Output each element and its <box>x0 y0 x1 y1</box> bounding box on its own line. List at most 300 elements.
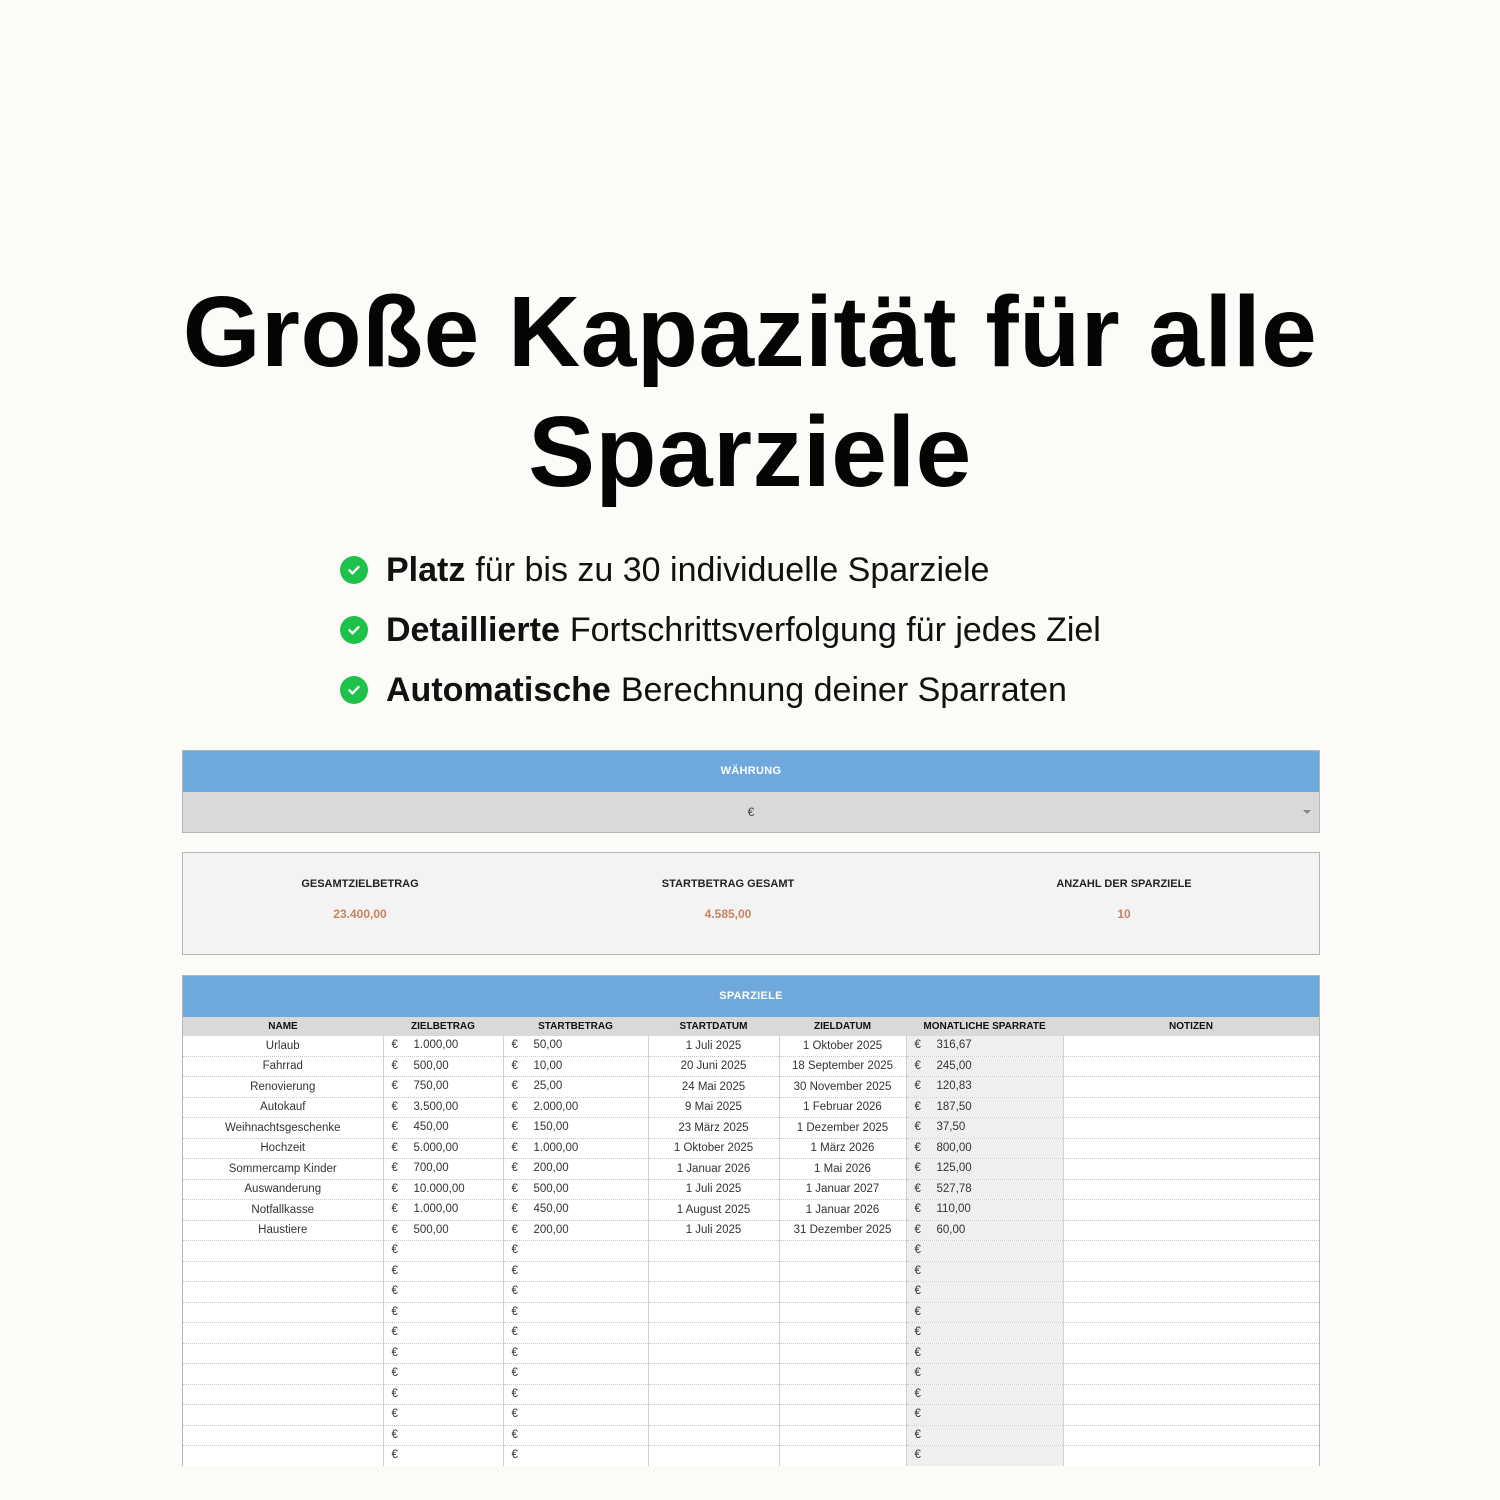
currency-symbol: € <box>511 1449 518 1461</box>
page-title <box>0 272 1500 512</box>
money-cell[interactable] <box>383 1138 503 1159</box>
start-date[interactable] <box>648 1446 779 1467</box>
currency-symbol: € <box>391 1162 398 1174</box>
money-cell[interactable] <box>503 1241 648 1262</box>
currency-symbol: € <box>914 1100 921 1113</box>
goal-name[interactable] <box>183 1323 383 1344</box>
amount: 3.500,00 <box>413 1100 459 1113</box>
notes-cell[interactable] <box>1063 1384 1319 1405</box>
start-date[interactable] <box>648 1302 779 1323</box>
amount: 1.000,00 <box>533 1141 579 1154</box>
money-cell[interactable] <box>383 1056 503 1077</box>
currency-symbol: € <box>914 1162 921 1174</box>
check-circle-icon <box>340 556 368 584</box>
money-cell[interactable] <box>503 1220 648 1241</box>
currency-symbol: € <box>391 1121 398 1133</box>
money-cell[interactable] <box>503 1343 648 1364</box>
target-date[interactable] <box>779 1282 906 1303</box>
goal-name[interactable] <box>183 1384 383 1405</box>
amount: 110,00 <box>936 1203 971 1215</box>
feature-item <box>340 600 1240 660</box>
target-date[interactable] <box>779 1425 906 1446</box>
summary-value: 4.585,00 <box>704 907 752 921</box>
summary-total-target <box>210 853 510 921</box>
start-date[interactable] <box>648 1282 779 1303</box>
goal-name[interactable] <box>183 1405 383 1426</box>
table-row-empty <box>183 1425 1319 1446</box>
currency-symbol: € <box>914 1428 921 1441</box>
notes-cell[interactable] <box>1063 1179 1319 1200</box>
table-row <box>183 1077 1319 1098</box>
money-cell[interactable] <box>503 1118 648 1139</box>
notes-cell[interactable] <box>1063 1056 1319 1077</box>
amount: 50,00 <box>533 1039 563 1051</box>
notes-cell[interactable] <box>1063 1077 1319 1098</box>
currency-symbol: € <box>914 1367 921 1379</box>
currency-symbol: € <box>914 1285 921 1297</box>
amount: 25,00 <box>533 1080 563 1092</box>
feature-text: Berechnung deiner Sparraten <box>620 670 1067 709</box>
money-cell[interactable] <box>383 1384 503 1405</box>
currency-symbol: € <box>511 1141 518 1154</box>
currency-symbol: € <box>511 1387 518 1400</box>
currency-symbol: € <box>914 1039 921 1051</box>
money-cell[interactable] <box>906 1343 1063 1364</box>
start-date[interactable]: 23 März 2025 <box>648 1118 779 1139</box>
table-row <box>183 1118 1319 1139</box>
money-cell[interactable] <box>503 1159 648 1180</box>
notes-cell[interactable] <box>1063 1138 1319 1159</box>
goals-header: SPARZIELE <box>183 976 1319 1017</box>
summary-value: 10 <box>1117 907 1131 921</box>
notes-cell[interactable] <box>1063 1302 1319 1323</box>
amount: 2.000,00 <box>533 1100 579 1113</box>
currency-select[interactable] <box>183 792 1319 832</box>
currency-symbol: € <box>914 1305 921 1318</box>
table-row-empty <box>183 1446 1319 1467</box>
goal-name[interactable] <box>183 1241 383 1262</box>
start-date[interactable]: 1 Juli 2025 <box>648 1179 779 1200</box>
amount: 527,78 <box>936 1182 972 1195</box>
currency-symbol: € <box>391 1080 398 1092</box>
money-cell[interactable] <box>906 1241 1063 1262</box>
currency-symbol: € <box>511 1264 518 1277</box>
currency-symbol: € <box>914 1408 921 1420</box>
column-header: ZIELDATUM <box>779 1017 906 1036</box>
money-cell[interactable] <box>906 1056 1063 1077</box>
currency-symbol: € <box>914 1121 921 1133</box>
currency-symbol: € <box>511 1162 518 1174</box>
money-cell[interactable] <box>383 1282 503 1303</box>
currency-symbol: € <box>391 1039 398 1051</box>
money-cell[interactable] <box>383 1343 503 1364</box>
money-cell[interactable] <box>906 1282 1063 1303</box>
money-cell[interactable] <box>383 1241 503 1262</box>
amount: 316,67 <box>936 1039 972 1051</box>
table-row-empty <box>183 1241 1319 1262</box>
currency-symbol: € <box>914 1387 921 1400</box>
money-cell[interactable] <box>906 1036 1063 1056</box>
money-cell[interactable] <box>906 1179 1063 1200</box>
notes-cell[interactable] <box>1063 1405 1319 1426</box>
start-date[interactable] <box>648 1384 779 1405</box>
goal-name[interactable]: Haustiere <box>183 1220 383 1241</box>
table-row-empty <box>183 1343 1319 1364</box>
money-cell[interactable] <box>503 1425 648 1446</box>
money-cell[interactable] <box>503 1384 648 1405</box>
notes-cell[interactable] <box>1063 1323 1319 1344</box>
money-cell[interactable] <box>383 1077 503 1098</box>
target-date[interactable] <box>779 1261 906 1282</box>
currency-symbol: € <box>391 1059 398 1072</box>
currency-symbol: € <box>391 1326 398 1338</box>
check-circle-icon <box>340 616 368 644</box>
goal-name[interactable] <box>183 1446 383 1467</box>
column-header: STARTBETRAG <box>503 1017 648 1036</box>
amount: 200,00 <box>533 1223 569 1236</box>
summary-label: ANZAHL DER SPARZIELE <box>1056 878 1192 890</box>
currency-symbol: € <box>391 1100 398 1113</box>
notes-cell[interactable] <box>1063 1364 1319 1385</box>
notes-cell[interactable] <box>1063 1425 1319 1446</box>
money-cell[interactable] <box>503 1097 648 1118</box>
goal-name[interactable]: Renovierung <box>183 1077 383 1098</box>
money-cell[interactable] <box>383 1036 503 1056</box>
notes-cell[interactable] <box>1063 1118 1319 1139</box>
currency-symbol: € <box>511 1203 518 1215</box>
money-cell[interactable] <box>906 1138 1063 1159</box>
column-header: NAME <box>183 1017 383 1036</box>
target-date[interactable]: 1 Dezember 2025 <box>779 1118 906 1139</box>
table-row-empty <box>183 1261 1319 1282</box>
money-cell[interactable] <box>906 1425 1063 1446</box>
money-cell[interactable] <box>906 1405 1063 1426</box>
target-date[interactable]: 18 September 2025 <box>779 1056 906 1077</box>
currency-symbol: € <box>511 1367 518 1379</box>
currency-symbol: € <box>511 1100 518 1113</box>
currency-symbol: € <box>391 1244 398 1256</box>
feature-bold: Automatische <box>386 670 611 709</box>
goal-name[interactable] <box>183 1364 383 1385</box>
amount: 1.000,00 <box>413 1203 459 1215</box>
target-date[interactable] <box>779 1405 906 1426</box>
table-row <box>183 1036 1319 1056</box>
notes-cell[interactable] <box>1063 1446 1319 1467</box>
money-cell[interactable] <box>503 1446 648 1467</box>
target-date[interactable]: 1 Februar 2026 <box>779 1097 906 1118</box>
start-date[interactable]: 1 Januar 2026 <box>648 1159 779 1180</box>
currency-symbol: € <box>511 1346 518 1359</box>
currency-symbol: € <box>511 1182 518 1195</box>
start-date[interactable]: 1 Oktober 2025 <box>648 1138 779 1159</box>
currency-symbol: € <box>914 1223 921 1236</box>
table-row-empty <box>183 1405 1319 1426</box>
money-cell[interactable] <box>503 1261 648 1282</box>
notes-cell[interactable] <box>1063 1220 1319 1241</box>
table-row <box>183 1097 1319 1118</box>
money-cell[interactable] <box>383 1302 503 1323</box>
goal-name[interactable]: Sommercamp Kinder <box>183 1159 383 1180</box>
money-cell[interactable] <box>383 1097 503 1118</box>
goals-panel <box>182 975 1320 1466</box>
amount: 150,00 <box>533 1121 569 1133</box>
amount: 500,00 <box>413 1059 449 1072</box>
goal-name[interactable]: Hochzeit <box>183 1138 383 1159</box>
table-row <box>183 1220 1319 1241</box>
table-row <box>183 1200 1319 1221</box>
currency-panel <box>182 750 1320 833</box>
amount: 800,00 <box>936 1141 972 1154</box>
target-date[interactable]: 1 Januar 2026 <box>779 1200 906 1221</box>
goals-table <box>183 1017 1319 1466</box>
feature-list <box>340 540 1240 720</box>
currency-value: € <box>747 805 755 819</box>
amount: 37,50 <box>936 1121 966 1133</box>
check-circle-icon <box>340 676 368 704</box>
target-date[interactable] <box>779 1323 906 1344</box>
currency-header: WÄHRUNG <box>183 751 1319 792</box>
amount: 200,00 <box>533 1162 569 1174</box>
currency-symbol: € <box>511 1121 518 1133</box>
currency-symbol: € <box>914 1326 921 1338</box>
currency-symbol: € <box>391 1182 398 1195</box>
start-date[interactable] <box>648 1405 779 1426</box>
money-cell[interactable] <box>503 1138 648 1159</box>
money-cell[interactable] <box>906 1118 1063 1139</box>
start-date[interactable] <box>648 1241 779 1262</box>
amount: 187,50 <box>936 1100 972 1113</box>
currency-symbol: € <box>391 1285 398 1297</box>
target-date[interactable]: 1 Januar 2027 <box>779 1179 906 1200</box>
start-date[interactable] <box>648 1364 779 1385</box>
start-date[interactable] <box>648 1323 779 1344</box>
money-cell[interactable] <box>383 1179 503 1200</box>
money-cell[interactable] <box>383 1159 503 1180</box>
money-cell[interactable] <box>383 1446 503 1467</box>
table-row-empty <box>183 1384 1319 1405</box>
money-cell[interactable] <box>383 1261 503 1282</box>
currency-symbol: € <box>391 1305 398 1318</box>
start-date[interactable] <box>648 1343 779 1364</box>
goal-name[interactable] <box>183 1343 383 1364</box>
target-date[interactable]: 1 März 2026 <box>779 1138 906 1159</box>
notes-cell[interactable] <box>1063 1097 1319 1118</box>
target-date[interactable]: 1 Oktober 2025 <box>779 1036 906 1056</box>
start-date[interactable] <box>648 1425 779 1446</box>
feature-item <box>340 540 1240 600</box>
money-cell[interactable] <box>503 1282 648 1303</box>
start-date[interactable]: 20 Juni 2025 <box>648 1056 779 1077</box>
dropdown-caret-icon[interactable] <box>1303 810 1311 814</box>
currency-symbol: € <box>914 1264 921 1277</box>
currency-symbol: € <box>391 1223 398 1236</box>
amount: 750,00 <box>413 1080 449 1092</box>
goal-name[interactable]: Urlaub <box>183 1036 383 1056</box>
money-cell[interactable] <box>906 1200 1063 1221</box>
currency-symbol: € <box>914 1080 921 1092</box>
goal-name[interactable]: Weihnachtsgeschenke <box>183 1118 383 1139</box>
currency-symbol: € <box>391 1346 398 1359</box>
target-date[interactable] <box>779 1364 906 1385</box>
summary-goal-count <box>974 853 1274 921</box>
money-cell[interactable] <box>383 1118 503 1139</box>
money-cell[interactable] <box>383 1323 503 1344</box>
money-cell[interactable] <box>383 1405 503 1426</box>
currency-symbol: € <box>914 1059 921 1072</box>
money-cell[interactable] <box>906 1097 1063 1118</box>
notes-cell[interactable] <box>1063 1282 1319 1303</box>
target-date[interactable] <box>779 1446 906 1467</box>
table-row-empty <box>183 1323 1319 1344</box>
money-cell[interactable] <box>383 1364 503 1385</box>
goal-name[interactable]: Notfallkasse <box>183 1200 383 1221</box>
goal-name[interactable] <box>183 1302 383 1323</box>
table-row <box>183 1179 1319 1200</box>
amount: 245,00 <box>936 1059 972 1072</box>
summary-panel <box>182 852 1320 955</box>
amount: 500,00 <box>413 1223 449 1236</box>
goal-name[interactable] <box>183 1261 383 1282</box>
money-cell[interactable] <box>503 1323 648 1344</box>
target-date[interactable] <box>779 1384 906 1405</box>
money-cell[interactable] <box>906 1364 1063 1385</box>
money-cell[interactable] <box>906 1077 1063 1098</box>
summary-start-total <box>578 853 878 921</box>
currency-symbol: € <box>391 1408 398 1420</box>
amount: 125,00 <box>936 1162 972 1174</box>
table-row-empty <box>183 1302 1319 1323</box>
money-cell[interactable] <box>503 1179 648 1200</box>
currency-symbol: € <box>511 1326 518 1338</box>
currency-symbol: € <box>391 1387 398 1400</box>
notes-cell[interactable] <box>1063 1200 1319 1221</box>
money-cell[interactable] <box>906 1159 1063 1180</box>
feature-text: für bis zu 30 individuelle Sparziele <box>475 550 990 589</box>
amount: 700,00 <box>413 1162 449 1174</box>
column-header: STARTDATUM <box>648 1017 779 1036</box>
column-header: ZIELBETRAG <box>383 1017 503 1036</box>
goal-name[interactable]: Autokauf <box>183 1097 383 1118</box>
money-cell[interactable] <box>906 1323 1063 1344</box>
notes-cell[interactable] <box>1063 1261 1319 1282</box>
target-date[interactable]: 30 November 2025 <box>779 1077 906 1098</box>
target-date[interactable] <box>779 1302 906 1323</box>
currency-symbol: € <box>511 1223 518 1236</box>
notes-cell[interactable] <box>1063 1159 1319 1180</box>
money-cell[interactable] <box>503 1302 648 1323</box>
amount: 1.000,00 <box>413 1039 459 1051</box>
summary-value: 23.400,00 <box>333 907 387 921</box>
money-cell[interactable] <box>503 1036 648 1056</box>
amount: 10,00 <box>533 1059 563 1072</box>
amount: 60,00 <box>936 1223 966 1236</box>
currency-symbol: € <box>914 1244 921 1256</box>
table-row <box>183 1138 1319 1159</box>
amount: 120,83 <box>936 1080 972 1092</box>
currency-symbol: € <box>391 1367 398 1379</box>
table-row <box>183 1056 1319 1077</box>
notes-cell[interactable] <box>1063 1241 1319 1262</box>
currency-symbol: € <box>914 1203 921 1215</box>
money-cell[interactable] <box>906 1261 1063 1282</box>
money-cell[interactable] <box>503 1405 648 1426</box>
goal-name[interactable] <box>183 1425 383 1446</box>
start-date[interactable]: 1 August 2025 <box>648 1200 779 1221</box>
money-cell[interactable] <box>906 1384 1063 1405</box>
money-cell[interactable] <box>906 1220 1063 1241</box>
feature-item <box>340 660 1240 720</box>
title-line-1: Große Kapazität für alle <box>182 276 1318 388</box>
currency-symbol: € <box>511 1080 518 1092</box>
amount: 5.000,00 <box>413 1141 459 1154</box>
summary-label: GESAMTZIELBETRAG <box>301 878 419 890</box>
target-date[interactable]: 1 Mai 2026 <box>779 1159 906 1180</box>
currency-symbol: € <box>914 1182 921 1195</box>
currency-symbol: € <box>511 1059 518 1072</box>
currency-symbol: € <box>914 1141 921 1154</box>
start-date[interactable]: 24 Mai 2025 <box>648 1077 779 1098</box>
money-cell[interactable] <box>503 1056 648 1077</box>
target-date[interactable] <box>779 1241 906 1262</box>
start-date[interactable] <box>648 1261 779 1282</box>
money-cell[interactable] <box>503 1077 648 1098</box>
currency-symbol: € <box>511 1285 518 1297</box>
currency-symbol: € <box>391 1203 398 1215</box>
start-date[interactable]: 1 Juli 2025 <box>648 1036 779 1056</box>
goal-name[interactable]: Auswanderung <box>183 1179 383 1200</box>
money-cell[interactable] <box>906 1302 1063 1323</box>
start-date[interactable]: 9 Mai 2025 <box>648 1097 779 1118</box>
money-cell[interactable] <box>906 1446 1063 1467</box>
currency-symbol: € <box>511 1408 518 1420</box>
currency-symbol: € <box>511 1305 518 1318</box>
amount: 10.000,00 <box>413 1182 465 1195</box>
feature-bold: Detaillierte <box>386 610 560 649</box>
table-row-empty <box>183 1364 1319 1385</box>
money-cell[interactable] <box>383 1200 503 1221</box>
goal-name[interactable] <box>183 1282 383 1303</box>
table-row-empty <box>183 1282 1319 1303</box>
money-cell[interactable] <box>383 1220 503 1241</box>
currency-symbol: € <box>511 1428 518 1441</box>
table-row <box>183 1159 1319 1180</box>
money-cell[interactable] <box>503 1200 648 1221</box>
target-date[interactable] <box>779 1343 906 1364</box>
target-date[interactable]: 31 Dezember 2025 <box>779 1220 906 1241</box>
start-date[interactable]: 1 Juli 2025 <box>648 1220 779 1241</box>
notes-cell[interactable] <box>1063 1343 1319 1364</box>
currency-symbol: € <box>914 1346 921 1359</box>
currency-symbol: € <box>391 1428 398 1441</box>
table-header-row <box>183 1017 1319 1036</box>
summary-label: STARTBETRAG GESAMT <box>661 878 795 890</box>
amount: 450,00 <box>533 1203 569 1215</box>
money-cell[interactable] <box>503 1364 648 1385</box>
feature-bold: Platz <box>386 550 466 589</box>
feature-text: Fortschrittsverfolgung für jedes Ziel <box>569 610 1101 649</box>
currency-symbol: € <box>511 1244 518 1256</box>
column-header: NOTIZEN <box>1063 1017 1319 1036</box>
amount: 450,00 <box>413 1121 449 1133</box>
column-header: MONATLICHE SPARRATE <box>906 1017 1063 1036</box>
goal-name[interactable]: Fahrrad <box>183 1056 383 1077</box>
currency-symbol: € <box>391 1141 398 1154</box>
money-cell[interactable] <box>383 1425 503 1446</box>
amount: 500,00 <box>533 1182 569 1195</box>
currency-symbol: € <box>391 1449 398 1461</box>
currency-symbol: € <box>511 1039 518 1051</box>
notes-cell[interactable] <box>1063 1036 1319 1056</box>
